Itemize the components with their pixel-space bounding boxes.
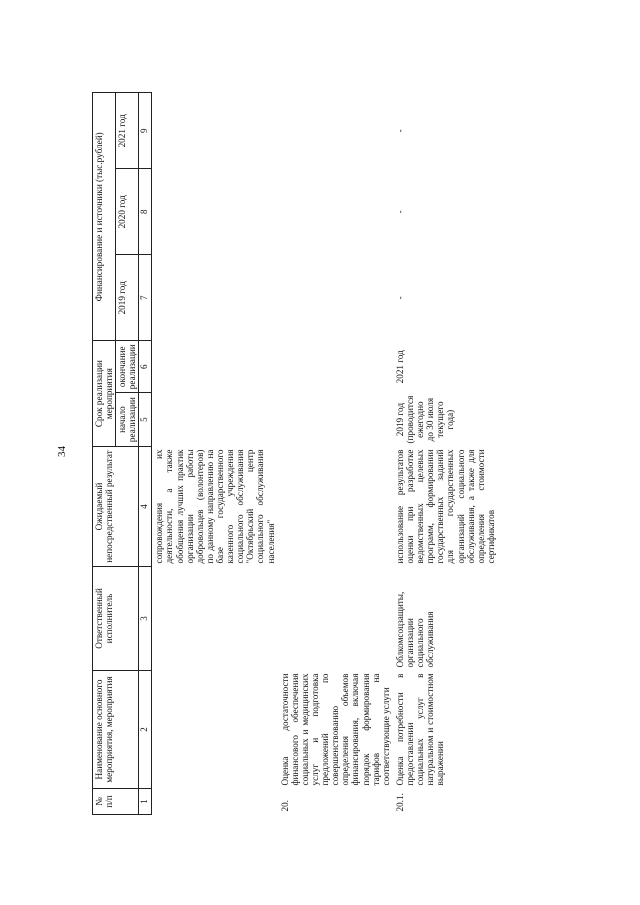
row-f2020	[278, 169, 393, 255]
col-number: 1	[139, 789, 152, 815]
row-f2020: -	[394, 210, 405, 214]
row-f2020	[152, 169, 278, 255]
row-f2021: -	[394, 129, 405, 133]
header-name: Наименование основного мероприятия, мероприятия	[93, 671, 139, 789]
page-number: 34	[56, 446, 68, 457]
row-f2021	[278, 93, 393, 169]
row-num: 20.1.	[394, 793, 405, 812]
header-term: Срок реализации мероприятия	[93, 341, 116, 447]
row-num: 20.	[279, 800, 290, 812]
row-executor	[278, 567, 393, 671]
col-number: 5	[139, 393, 152, 447]
row-f2019	[152, 255, 278, 341]
header-finance: Финансирование и источники (тыс.рублей)	[93, 93, 116, 341]
plan-table	[92, 92, 498, 815]
header-term-start: начало реализации	[116, 393, 139, 447]
row-end	[278, 341, 393, 393]
row-f2021	[152, 93, 278, 169]
row-result	[278, 447, 393, 567]
row-name: Оценка достаточности финансового обеспечения социальных и медицинских услуг и подготовка предложений по совершенствованию определения объемов финансирования, включая порядок формирования тарифов на соответствующие услуги	[279, 673, 391, 786]
header-2021: 2021 год	[116, 93, 139, 169]
header-executor: Ответственный исполнитель	[93, 567, 139, 671]
col-number: 3	[139, 567, 152, 671]
col-number: 8	[139, 169, 152, 255]
row-f2019	[278, 255, 393, 341]
row-name: Оценка потребности в предоставлении социальных услуг в натуральном и стоимостном выражении	[394, 673, 446, 786]
row-result: сопровождения их деятельности, а также обобщения лучших практик организации работы добровольцев (волонтеров) по данному направлению на базе государственного казенного учреждения социального обслуживания "Октябрьский центр социального обслуживания населения"	[154, 449, 276, 564]
header-2019: 2019 год	[116, 255, 139, 341]
col-number: 4	[139, 447, 152, 567]
row-f2019: -	[394, 296, 405, 300]
col-number: 9	[139, 93, 152, 169]
header-2020: 2020 год	[116, 169, 139, 255]
row-end: 2021 год	[394, 350, 405, 384]
row-name	[152, 671, 278, 789]
header-num: № п/п	[93, 789, 139, 815]
row-executor	[152, 567, 278, 671]
row-executor: Облкомсоцзащиты, организации социального обслуживания	[394, 591, 436, 668]
col-number: 7	[139, 255, 152, 341]
header-term-end: окончание реализации	[116, 341, 139, 393]
row-start	[278, 393, 393, 447]
header-result: Ожидаемый непосредственный результат	[93, 447, 139, 567]
row-end	[152, 341, 278, 393]
row-result: использование результатов оценки при разработке ведомственных целевых программ, формировании государственных заданий для государственных организаций социального обслуживания, а также для определения стоимости сертификатов	[394, 449, 496, 564]
row-start: 2019 год (проводится ежегодно до 30 июля текущего года)	[394, 395, 456, 444]
col-number: 2	[139, 671, 152, 789]
row-start	[152, 393, 278, 447]
row-num	[152, 789, 278, 815]
col-number: 6	[139, 341, 152, 393]
